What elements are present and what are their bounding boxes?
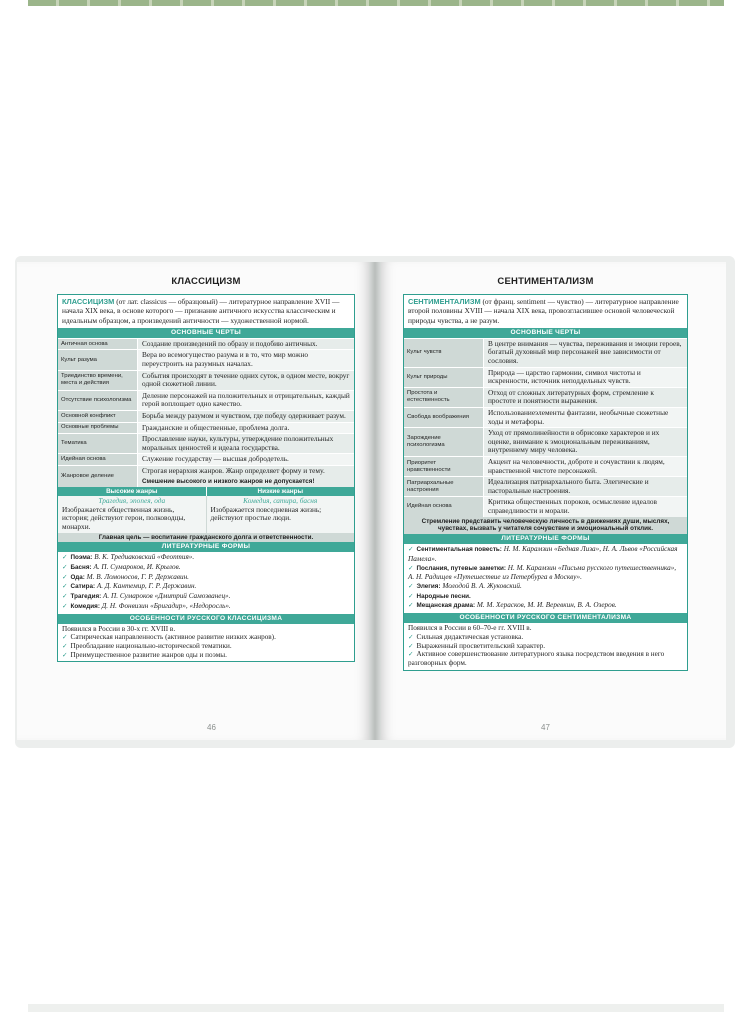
form-item: [62, 563, 350, 573]
features-header: ОСНОВНЫЕ ЧЕРТЫ: [58, 328, 354, 338]
feature-value: [484, 388, 687, 407]
feature-value: [138, 466, 354, 487]
feature-text: В центре внимания — чувства, переживания и эмоции героев, богатый духовный мир персонажей вне зависимости от сословия.: [488, 338, 682, 366]
form-item: [62, 573, 350, 583]
form-genre: Сатира:: [70, 583, 96, 591]
page-title: СЕНТИМЕНТАЛИЗМ: [497, 276, 594, 287]
russian-item: ✓ Сильная дидактическая установка.: [408, 633, 683, 642]
form-authors: Молодой В. А. Жуковский.: [440, 581, 522, 590]
definition-text: (от франц. sentiment — чувство) — литературное направление второй половины XVIII — начала XIX века, провозгласившее основой человеческой природы чувства, а не разум.: [408, 297, 679, 325]
form-item: [408, 564, 683, 582]
forms-header: ЛИТЕРАТУРНЫЕ ФОРМЫ: [404, 534, 687, 544]
russian-header: ОСОБЕННОСТИ РУССКОГО КЛАССИЦИЗМА: [58, 614, 354, 624]
form-authors: А. Д. Кантемир, Г. Р. Державин.: [95, 582, 197, 591]
form-authors: М. М. Херасков, М. И. Веревкин, В. А. Озеров.: [475, 601, 617, 610]
feature-label: Тематика: [58, 434, 138, 453]
feature-label: Патриархальные настроения: [404, 477, 484, 496]
feature-label: Идейная основа: [404, 497, 484, 516]
russian-item: ✓ Преимущественное развитие жанров оды и поэмы.: [62, 651, 350, 660]
feature-row: [404, 387, 687, 407]
feature-row: [404, 476, 687, 496]
features-header: ОСНОВНЫЕ ЧЕРТЫ: [404, 328, 687, 338]
feature-row: [58, 453, 354, 465]
book-gutter: [369, 262, 381, 740]
feature-row: [404, 367, 687, 387]
feature-value: [484, 428, 687, 456]
feature-value: [138, 411, 354, 422]
feature-value: [138, 339, 354, 350]
high-genres-header: Высокие жанры: [58, 487, 206, 496]
feature-value: [138, 391, 354, 410]
features-table: [404, 338, 687, 517]
form-genre: Поэма:: [70, 554, 93, 562]
form-genre: Народные песни.: [416, 592, 471, 600]
form-authors: Н. М. Карамзин «Бедная Лиза», Н. А. Львов «Российская Памела».: [408, 545, 678, 563]
feature-value: [484, 497, 687, 516]
genre-columns: [58, 496, 354, 532]
feature-value: [138, 434, 354, 453]
feature-text: Борьба между разумом и чувством, где победу одерживает разум.: [142, 411, 346, 421]
feature-text: Служение государству — высшая добродетель.: [142, 454, 289, 464]
russian-items: [62, 633, 350, 659]
feature-row: [58, 338, 354, 350]
genre-split: [58, 487, 354, 496]
form-item: [62, 553, 350, 563]
feature-label: Триединство времени, места и действия: [58, 371, 138, 390]
forms-list: [58, 552, 354, 613]
form-item: [408, 545, 683, 563]
form-authors: М. В. Ломоносов, Г. Р. Державин.: [84, 572, 189, 581]
feature-value: [484, 457, 687, 476]
feature-value: [138, 371, 354, 390]
form-genre: Трагедия:: [70, 593, 102, 601]
feature-row: [404, 456, 687, 476]
feature-text: Деление персонажей на положительных и отрицательных, каждый герой воплощает одно качество.: [142, 390, 350, 409]
form-item: [408, 582, 683, 592]
feature-label: Культ чувств: [404, 339, 484, 367]
feature-row: [58, 370, 354, 390]
feature-label: Отсутствие психологизма: [58, 391, 138, 410]
russian-items: [408, 633, 683, 668]
form-genre: Комедия:: [70, 602, 100, 610]
feature-text: Прославление науки, культуры, утверждение положительных моральных ценностей и идеала государства.: [142, 434, 334, 452]
russian-intro: Появился в России в 60–70-е гг. XVIII в.: [408, 624, 532, 633]
form-item: [62, 582, 350, 592]
feature-text: Природа — царство гармонии, символ чистоты и искренности, источник неподдельных чувств.: [488, 367, 641, 386]
content-box: [403, 294, 688, 671]
definition-text: (от лат. classicus — образцовый) — литературное направление XVII — начала XIX века, в основе которого — признание античного искусства классическим и идеальным образцом, а произведений античности — художественной нормой.: [62, 297, 340, 325]
low-genres-examples: Комедия, сатира, басня: [243, 496, 318, 506]
feature-row: [404, 496, 687, 516]
russian-list: [404, 623, 687, 670]
low-genres-text: Изображается повседневная жизнь; действуют простые люди.: [210, 504, 322, 523]
feature-label: Жанровое деление: [58, 466, 138, 487]
feature-row: [58, 410, 354, 422]
left-page: [17, 262, 369, 740]
russian-item: ✓ Активное совершенствование литературного языка посредством введения в него разговорных форм.: [408, 650, 683, 667]
feature-row: [404, 407, 687, 427]
forms-list: [404, 544, 687, 613]
low-genres: [206, 496, 355, 532]
russian-item: ✓ Преобладание национально-исторической тематики.: [62, 642, 350, 651]
content-box: [57, 294, 355, 662]
high-genres: [58, 496, 206, 532]
main-goal: Стремление представить человеческую личность в движениях души, мыслях, чувствах, вызвать у читателя сочувствие и эмоциональный отклик.: [404, 517, 687, 535]
form-authors: Д. Н. Фонвизин «Бригадир», «Недоросль».: [99, 601, 231, 610]
feature-label: Основной конфликт: [58, 411, 138, 422]
high-genres-text: Изображается общественная жизнь, история; действуют герои, полководцы, монархи.: [62, 504, 186, 531]
feature-label: Приоритет нравственности: [404, 457, 484, 476]
form-genre: Басня:: [70, 564, 92, 572]
feature-row: [58, 390, 354, 410]
feature-text: Отход от сложных литературных форм, стремление к простоте и понятности выражения.: [488, 387, 654, 406]
feature-value: [484, 477, 687, 496]
feature-label: Идейная основа: [58, 454, 138, 465]
feature-text: Строгая иерархия жанров. Жанр определяет форму и тему.: [142, 466, 325, 476]
feature-label: Простота и естественность: [404, 388, 484, 407]
feature-text: Использованиеэлементы фантазии, необычные сюжетные ходы и метафоры.: [488, 408, 669, 426]
bottom-image-strip: [28, 1004, 724, 1012]
definition: [404, 295, 687, 328]
feature-text: Создание произведений по образу и подобию античных.: [142, 338, 318, 348]
feature-text: События происходят в течение одних суток, в одном месте, вокруг одной сюжетной линии.: [142, 370, 350, 389]
feature-label: Свобода воображения: [404, 408, 484, 427]
feature-row: [404, 427, 687, 456]
feature-text: Критика общественных пороков, осмысление идеалов справедливости и морали.: [488, 497, 657, 515]
feature-row: [404, 338, 687, 367]
high-genres-examples: Трагедия, эпопея, ода: [98, 496, 166, 506]
russian-item: ✓ Сатирическая направленность (активное развитие низких жанров).: [62, 633, 350, 642]
form-authors: А. П. Сумароков, И. Крылов.: [91, 563, 181, 572]
feature-row: [58, 465, 354, 487]
form-genre: Мещанская драма:: [416, 602, 476, 610]
form-item: [62, 602, 350, 612]
page-title: КЛАССИЦИЗМ: [171, 276, 241, 287]
feature-text: Вера во всемогущество разума и в то, что мир можно переустроить на разумных началах.: [142, 350, 308, 369]
feature-text: Гражданские и общественные, проблема долга.: [142, 422, 290, 432]
feature-value: [484, 408, 687, 427]
russian-list: [58, 624, 354, 662]
feature-label: Культ разума: [58, 350, 138, 369]
feature-row: [58, 422, 354, 434]
right-page: [381, 262, 726, 740]
feature-note: Смешение высокого и низкого жанров не допускается!: [142, 477, 315, 485]
feature-text: Акцент на человечности, доброте и сочувствии к людям, нравственной чистоте персонажей.: [488, 457, 665, 475]
definition-term: КЛАССИЦИЗМ: [62, 297, 115, 306]
page-number: 46: [207, 723, 216, 732]
feature-value: [138, 423, 354, 434]
form-authors: В. К. Тредиаковский «Феоптия».: [92, 553, 195, 562]
forms-header: ЛИТЕРАТУРНЫЕ ФОРМЫ: [58, 542, 354, 552]
page-number: 47: [541, 723, 550, 732]
form-genre: Послания, путевые заметки:: [416, 564, 506, 572]
main-goal: Главная цель — воспитание гражданского долга и ответственности.: [58, 533, 354, 543]
russian-intro: Появился в России в 30-х гг. XVIII в.: [62, 624, 176, 633]
feature-value: [138, 350, 354, 369]
feature-label: Культ природы: [404, 368, 484, 387]
features-table: [58, 338, 354, 487]
feature-label: Основные проблемы: [58, 423, 138, 434]
form-genre: Ода:: [70, 573, 85, 581]
feature-row: [58, 349, 354, 369]
form-authors: А. П. Сумароков «Дмитрий Самозванец».: [101, 592, 231, 601]
feature-text: Идеализация патриархального быта. Элегические и пасторальные настроения.: [488, 477, 649, 495]
form-item: [408, 592, 683, 602]
form-genre: Элегия:: [416, 582, 441, 590]
feature-label: Зарождение психологизма: [404, 428, 484, 456]
definition-term: СЕНТИМЕНТАЛИЗМ: [408, 297, 481, 306]
feature-value: [484, 368, 687, 387]
feature-value: [484, 339, 687, 367]
russian-header: ОСОБЕННОСТИ РУССКОГО СЕНТИМЕНТАЛИЗМА: [404, 613, 687, 623]
form-genre: Сентиментальная повесть:: [416, 546, 502, 554]
definition: [58, 295, 354, 328]
feature-text: Уход от прямолинейности в обрисовке характеров и их оценке, внимание к эмоциональным переживаниям, внутреннему миру человека.: [488, 428, 660, 455]
russian-item: ✓ Выраженный просветительский характер.: [408, 642, 683, 651]
top-image-strip: [28, 0, 724, 6]
form-item: [408, 601, 683, 611]
low-genres-header: Низкие жанры: [206, 487, 355, 496]
form-item: [62, 592, 350, 602]
feature-value: [138, 454, 354, 465]
feature-label: Античная основа: [58, 339, 138, 350]
form-authors: Н. М. Карамзин «Письма русского путешественника», А. Н. Радищев «Путешествие из Петербурга в Москву».: [408, 563, 677, 582]
feature-row: [58, 433, 354, 453]
